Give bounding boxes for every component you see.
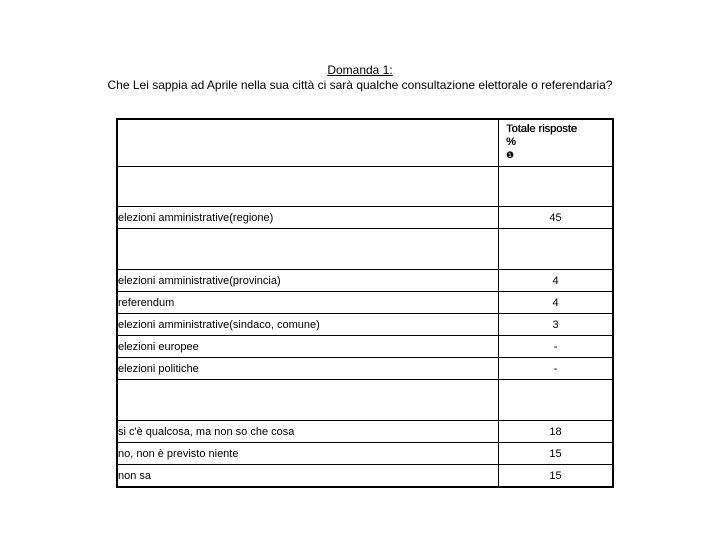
row-label: elezioni europee xyxy=(117,336,499,358)
table-row xyxy=(117,292,613,314)
row-label: non sa xyxy=(117,465,499,488)
row-label: elezioni amministrative(provincia) xyxy=(117,270,499,292)
header-title: Totale risposte xyxy=(506,123,577,135)
question-header xyxy=(0,62,720,93)
table-row xyxy=(117,207,613,229)
table-row xyxy=(117,270,613,292)
row-label: referendum xyxy=(117,292,499,314)
results-table xyxy=(116,118,614,488)
table-row xyxy=(117,443,613,465)
row-value: - xyxy=(499,358,614,380)
spacer-row xyxy=(117,167,613,207)
table-row xyxy=(117,358,613,380)
info-circle-icon: ❶ xyxy=(506,150,515,160)
table-row xyxy=(117,465,613,488)
row-value: 4 xyxy=(499,270,614,292)
row-label: no, non è previsto niente xyxy=(117,443,499,465)
question-number: Domanda 1: xyxy=(327,63,393,77)
table-header-row xyxy=(117,119,613,167)
spacer-row xyxy=(117,380,613,421)
row-value: - xyxy=(499,336,614,358)
row-label: si c'è qualcosa, ma non so che cosa xyxy=(117,421,499,443)
header-empty-cell xyxy=(117,119,499,167)
row-value: 15 xyxy=(499,443,614,465)
header-unit: % xyxy=(506,136,516,148)
header-cell xyxy=(499,119,614,167)
row-value: 4 xyxy=(499,292,614,314)
table-row xyxy=(117,314,613,336)
row-value: 3 xyxy=(499,314,614,336)
row-value: 45 xyxy=(499,207,614,229)
spacer-row xyxy=(117,229,613,270)
table-row xyxy=(117,421,613,443)
question-text: Che Lei sappia ad Aprile nella sua città ci sarà qualche consultazione elettorale o referendaria? xyxy=(107,78,613,92)
row-label: elezioni amministrative(sindaco, comune) xyxy=(117,314,499,336)
row-value: 15 xyxy=(499,465,614,488)
row-label: elezioni politiche xyxy=(117,358,499,380)
row-value: 18 xyxy=(499,421,614,443)
row-label: elezioni amministrative(regione) xyxy=(117,207,499,229)
table-row xyxy=(117,336,613,358)
